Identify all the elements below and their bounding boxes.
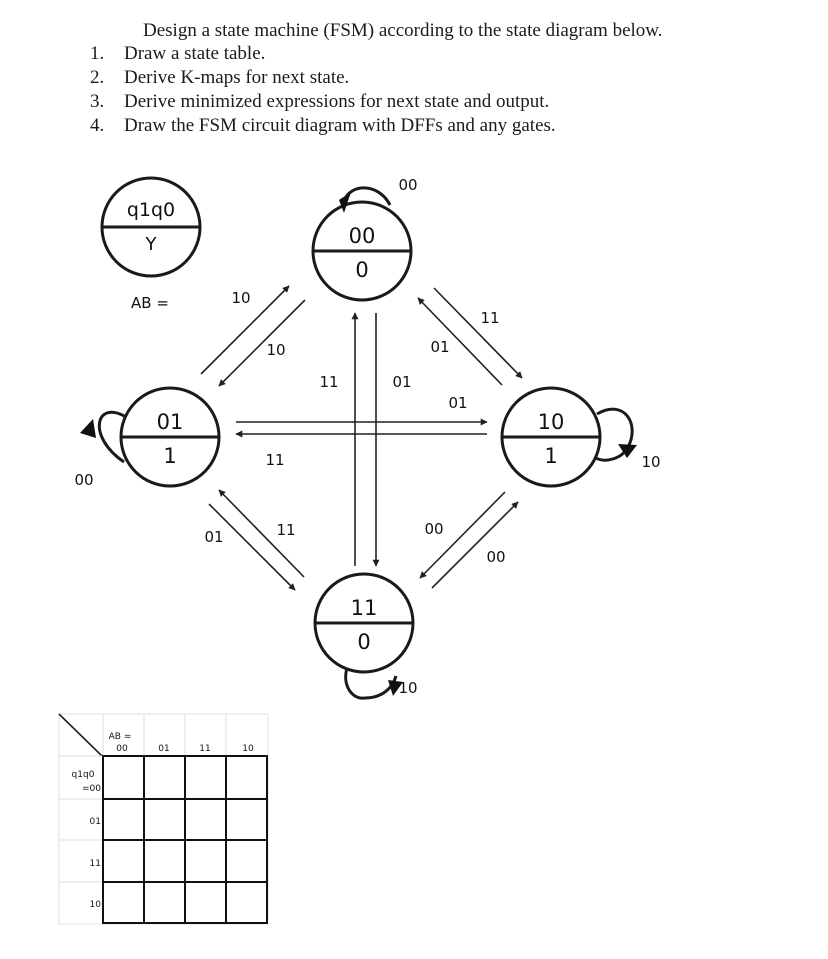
transition-label: 10 (398, 679, 418, 697)
kmap-row-header: =00 (82, 784, 101, 794)
kmap-row-header: 11 (89, 859, 101, 869)
transition-01-to-11 (209, 504, 295, 590)
transition-label: 11 (265, 451, 285, 469)
transition-label: 01 (392, 373, 412, 391)
state-output: 0 (357, 630, 371, 654)
transition-label: 10 (641, 453, 661, 471)
step-number: 2. (90, 67, 105, 88)
state-output: 1 (163, 444, 177, 468)
state-code: 00 (348, 224, 376, 248)
kmap-q-label: q1q0 (71, 770, 95, 780)
step-text: Draw a state table. (124, 43, 266, 64)
state-10 (502, 388, 600, 486)
kmap-col-header: 11 (199, 744, 211, 754)
transition-11-to-10 (432, 502, 518, 588)
legend (102, 178, 200, 312)
transition-label: 11 (319, 373, 339, 391)
transition-label: 00 (398, 176, 418, 194)
legend-output-label: Y (145, 234, 157, 255)
state-code: 01 (156, 410, 184, 434)
kmap-ab-label: AB = (108, 732, 132, 742)
transition-arrows (201, 286, 522, 590)
step-text: Derive K-maps for next state. (124, 67, 350, 88)
state-output: 1 (544, 444, 558, 468)
transition-label: 01 (448, 394, 468, 412)
transition-label: 00 (486, 548, 506, 566)
transition-label: 00 (74, 471, 94, 489)
state-11 (315, 574, 413, 672)
transition-00-to-10 (434, 288, 522, 378)
state-code: 11 (350, 596, 378, 620)
kmap-row-header: 10 (89, 900, 101, 910)
transition-label: 10 (266, 341, 286, 359)
kmap-col-header: 00 (116, 744, 128, 754)
legend-input-label: AB = (131, 294, 169, 312)
kmap-grid (103, 756, 267, 923)
problem-title: Design a state machine (FSM) according to the state diagram below. (143, 20, 663, 41)
loop-arrowhead (80, 419, 96, 438)
state-code: 10 (537, 410, 565, 434)
self-loop-01 (74, 412, 126, 489)
step-number: 1. (90, 43, 105, 64)
state-output: 0 (355, 258, 369, 282)
legend-state-label: q1q0 (126, 199, 176, 221)
step-number: 3. (90, 91, 105, 112)
state-01 (121, 388, 219, 486)
transition-label: 10 (231, 289, 251, 307)
transition-label: 11 (276, 521, 296, 539)
kmap-template (59, 714, 268, 924)
transition-label: 00 (424, 520, 444, 538)
kmap-row-header: 01 (89, 817, 101, 827)
transition-label: 01 (430, 338, 450, 356)
step-text: Derive minimized expressions for next state and output. (124, 91, 550, 112)
step-number: 4. (90, 115, 105, 136)
transition-label: 11 (480, 309, 500, 327)
transition-label: 01 (204, 528, 224, 546)
state-00 (313, 202, 411, 300)
self-loop-10 (596, 409, 661, 471)
step-text: Draw the FSM circuit diagram with DFFs and any gates. (124, 115, 556, 136)
kmap-diagonal (59, 714, 102, 756)
kmap-col-header: 10 (242, 744, 254, 754)
kmap-col-header: 01 (158, 744, 170, 754)
